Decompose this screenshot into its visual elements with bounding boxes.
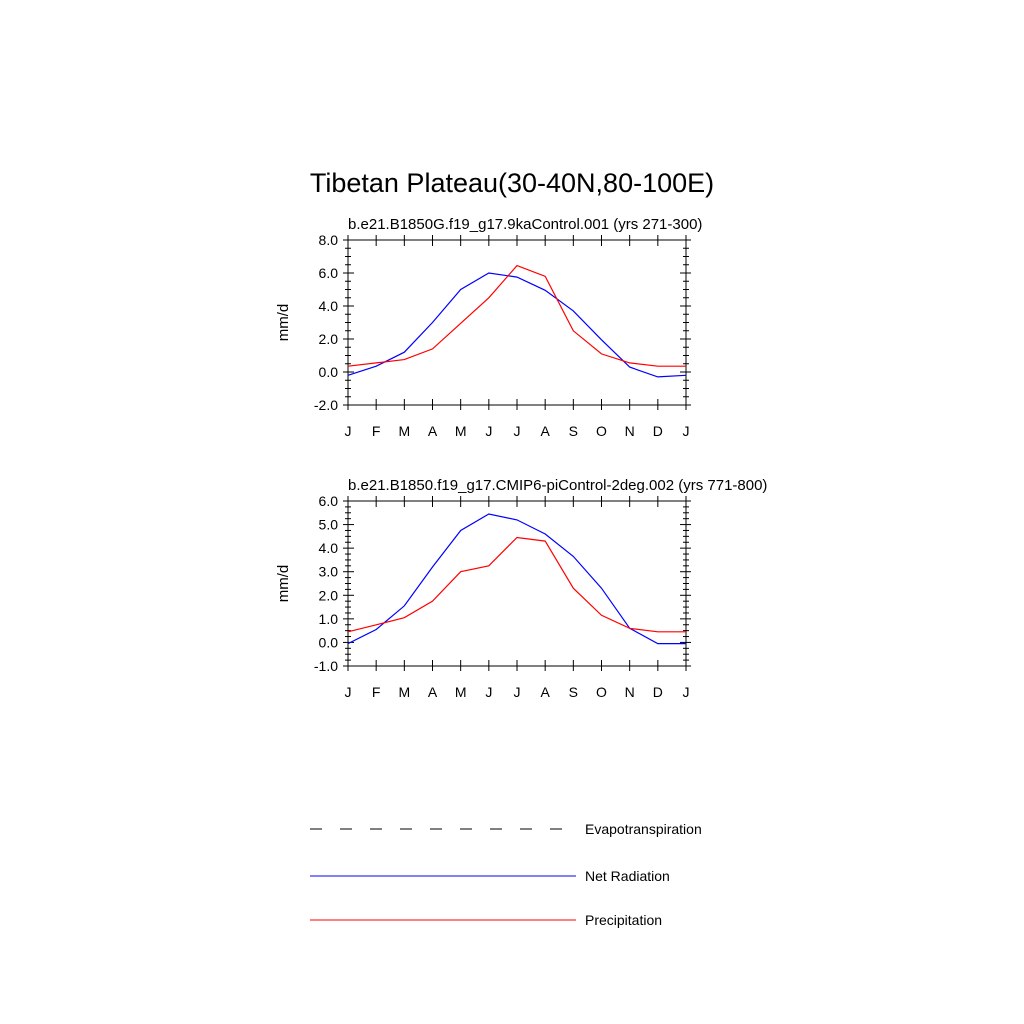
series-line-net-radiation	[348, 273, 686, 377]
x-tick-label: N	[624, 423, 635, 439]
x-tick-label: F	[371, 423, 381, 439]
x-tick-label: S	[568, 684, 579, 700]
x-tick-label: J	[682, 423, 690, 439]
panel-title: b.e21.B1850G.f19_g17.9kaControl.001 (yrs 271-300)	[348, 216, 703, 233]
y-tick-label: 2.0	[318, 587, 338, 604]
x-tick-label: N	[624, 684, 635, 700]
x-tick-label: M	[454, 423, 467, 439]
legend-label: Evapotranspiration	[585, 821, 702, 837]
series-line-precipitation	[348, 538, 686, 632]
x-tick-label: M	[454, 684, 467, 700]
x-tick-label: S	[568, 423, 579, 439]
x-tick-label: J	[682, 684, 690, 700]
y-tick-label: -2.0	[313, 397, 338, 413]
panel-title: b.e21.B1850.f19_g17.CMIP6-piControl-2deg.002 (yrs 771-800)	[348, 477, 768, 494]
bottom-panel	[275, 477, 767, 700]
plot-frame	[348, 501, 686, 666]
x-tick-label: J	[485, 684, 493, 700]
y-axis-label: mm/d	[275, 303, 292, 342]
y-tick-label: 8.0	[318, 232, 338, 248]
x-tick-label: M	[398, 684, 411, 700]
y-tick-label: 5.0	[318, 516, 338, 533]
series-line-net-radiation	[348, 514, 686, 644]
x-tick-label: J	[485, 423, 493, 439]
x-tick-label: O	[596, 423, 607, 439]
y-tick-label: 4.0	[318, 540, 338, 557]
y-tick-label: -1.0	[313, 658, 338, 674]
x-tick-label: F	[371, 684, 381, 700]
x-tick-label: O	[596, 684, 607, 700]
y-tick-label: 0.0	[318, 634, 338, 651]
x-tick-label: D	[652, 684, 663, 700]
legend	[310, 821, 702, 928]
y-tick-label: 4.0	[318, 298, 338, 314]
x-tick-label: A	[540, 423, 550, 439]
y-tick-label: 2.0	[318, 331, 338, 347]
y-tick-label: 6.0	[318, 493, 338, 509]
y-tick-label: 3.0	[318, 563, 338, 580]
y-tick-label: 1.0	[318, 610, 338, 627]
legend-label: Net Radiation	[585, 868, 670, 884]
top-panel	[275, 216, 702, 439]
y-tick-label: 6.0	[318, 265, 338, 281]
x-tick-label: A	[540, 684, 550, 700]
x-tick-label: D	[652, 423, 663, 439]
series-line-precipitation	[348, 266, 686, 367]
x-tick-label: J	[344, 423, 352, 439]
legend-label: Precipitation	[585, 912, 663, 928]
x-tick-label: M	[398, 423, 411, 439]
x-tick-label: J	[513, 684, 521, 700]
y-axis-label: mm/d	[275, 564, 292, 603]
x-tick-label: A	[427, 684, 438, 700]
y-tick-label: 0.0	[318, 364, 338, 380]
x-tick-label: A	[427, 423, 438, 439]
x-tick-label: J	[344, 684, 352, 700]
plot-frame	[348, 240, 686, 405]
figure-title: Tibetan Plateau(30-40N,80-100E)	[309, 168, 715, 198]
x-tick-label: J	[513, 423, 521, 439]
